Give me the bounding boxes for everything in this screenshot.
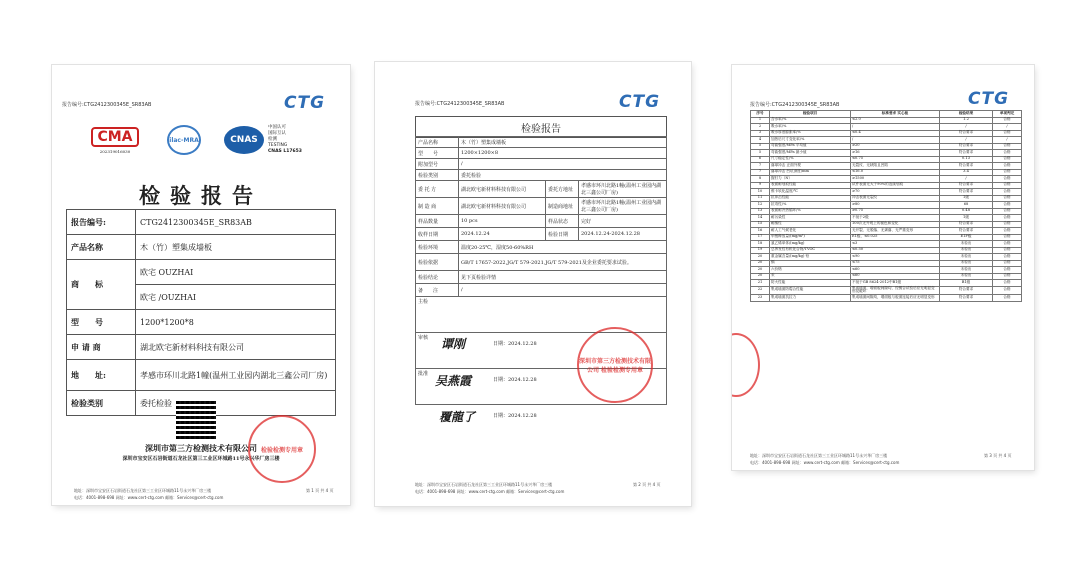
table-row: 14 耐污染性 不低于2级 1级 合格 <box>751 215 1022 222</box>
basic-info-table: 产品名称 木（竹）塑集成墙板 型 号 1200×1200×8 附加型号 / 检验类别 委托检验 委 托 方 湖北欧宅新材料科技有限公司 委托方地址 孝感市环川北路1幢(温州工业园内湖北三鑫公司厂房) 制 造 商 湖北欧宅新材料科技有限公司 制造商地址 孝感市环川北路1幢(温州工业园内湖北三鑫公司厂房) 样品数量 10 pcs 样品状态 完好 收样日期 2024.12.24 检验日期 2024.12.24-2024.12.28 检验环境 温度20-25℃，湿度50-60%RH 检验依据 GB/T 17657-2022,JG/T 579-2021,JG/T 579-2021及企业委托要求试验。 检验结论 见下页检验详情 备 注 / 主检 审核 批准 <box>415 136 667 405</box>
table-row: 1 含水率/% ≤2.0 1.2 合格 <box>751 117 1022 124</box>
approver-date: 日期：2024.12.28 <box>493 413 537 419</box>
table-row: 17 甲醛释放量/(mg/m³) E1级、≤0.025 E1F级 合格 <box>751 234 1022 241</box>
org-name: 深圳市第三方检测技术有限公司 <box>145 443 257 453</box>
org-address: 深圳市宝安区石岩街道石龙社区第三工业区环城路11号永兴华厂房三楼 <box>122 456 280 462</box>
page-title: 检验报告 <box>139 183 263 208</box>
main-inspector-signature: 谭刚 <box>441 337 466 351</box>
table-row: 9 表面耐划痕性能 试件表面无大于90%的连续划痕 符合要求 合格 <box>751 182 1022 189</box>
table-row: 23 集成墙面抗拉力 集成墙面间隙均，增面板与板面连接后应无明显变形 符合要求 合格 <box>751 295 1022 302</box>
footer-contact: 电话：4001-898-698 网址：www.cert-ctg.com 邮箱：Services@cert-ctg.com <box>74 495 224 500</box>
table-row: 20 镉 ≤75 未检出 合格 <box>751 260 1022 267</box>
table-row: 20 汞 ≤60 未检出 合格 <box>751 273 1022 280</box>
table-row: 4 加热后尺寸变化率/% / / / <box>751 137 1022 144</box>
inspection-seal: 深圳市第三方检测技术有限公司 检验检测专用章 <box>577 327 653 403</box>
page-title: 检验报告 <box>415 116 667 138</box>
footer-address: 地址：深圳市宝安区石岩街道石龙社区第三工业区环城路11号永兴华厂房三楼 <box>74 488 212 493</box>
report-page-2 <box>375 62 691 506</box>
partial-seal <box>732 333 760 397</box>
table-row: 5 弯曲强度/MPa 最小值 ≥16 符合要求 合格 <box>751 150 1022 157</box>
cnas-mark: CNAS 中国认可 国际互认 检测 TESTING CNAS L17653 <box>224 125 334 155</box>
page-number: 第 1 页 共 4 页 <box>306 488 334 493</box>
approver-signature: 覆龍了 <box>439 410 476 424</box>
report-number: 报告编号:CTG2412300345E_SR83AB <box>415 101 505 107</box>
ilac-mra-mark: ilac-MRA <box>162 125 206 155</box>
page-number: 第 2 页 共 4 页 <box>633 482 661 487</box>
ctg-logo: CTG <box>968 89 1010 109</box>
table-row: 13 表面耐冷热循环/% ≥0.75 0.48 合格 <box>751 208 1022 215</box>
table-row: 20 六价铬 ≤60 未检出 合格 <box>751 267 1022 274</box>
cover-info-table: 报告编号: CTG2412300345E_SR83AB 产品名称 木（竹）塑集成墙板 商 标 欧宅 OUZHAI 欧宅 /OUZHAI 型 号 1200*1200*8 申 请 商 湖北欧宅新材料科技有限公司 地 址: 孝感市环川北路1幢(温州工业园内湖北三鑫公司厂房) 检验类别 委托检验 <box>66 209 336 416</box>
footer-contact: 电话：4001-898-698 网址：www.cert-ctg.com 邮箱：Services@cert-ctg.com <box>415 489 565 494</box>
table-row: 11 抗冲击性能 冲击表面无裂纹 1级 合格 <box>751 195 1022 202</box>
test-results-table: 序号 检验项目 标准要求 实心板 检验结果 单项判定 1 含水率/% ≤2.0 1.2 合格 2 吸水率/% / / / 3 吸水厚度膨胀率/% ≤0.4 符合要求 合格 4 加热后尺寸变化率/% / / / 5 弯曲强度/MPa 平均值 ≥20 符合要求 合格 5 弯曲强度/MPa 最小值 ≥16 符合要求 合格 6 尺寸稳定性/% ≤0.75 0.13 合格 7 落球冲击 正面外观 无裂纹、无缺陷且凹陷 符合要求 合格 7 落球冲击 凹坑深度/mm ≤16.0 3.4 合格 8 握钉力（N） ≥1500 / 合格 9 表面耐划痕性能 试件表面无大于90%的连续划痕 符合要求 合格 10 维卡软化温度/℃ ≥70 符合要求 合格 11 抗冲击性能 冲击表面无裂纹 1级 合格 12 抗弯性/% ≥80 68 合格 13 表面耐冷热循环/% ≥0.75 0.48 合格 14 耐污染性 不低于2级 1级 合格 15 耐酸性 100次无外观上的褪色和变化 符合要求 合格 16 耐人工气候老化 无开裂、无脱落、无剥落、无严重变形 符合要求 合格 17 甲醛释放量/(mg/m³) E1级、≤0.025 E1F级 合格 18 氯乙烯单体/(mg/kg) ≤3 未检出 合格 19 总挥发性有机化合物/TVOC ≤0.50 未检出 合格 20 重金属含量/(mg/kg) 铅 ≤90 未检出 合格 20 镉 ≤75 未检出 合格 20 六价铬 ≤60 未检出 合格 20 汞 ≤60 未检出 合格 21 防火性能 不低于GB 8624-2012中B1级 B1级 合格 22 集成墙面防霉合性能 集成墙面，增面板间隙均，经镀合试验后应无明显变形及破坏 符合要求 合格 23 集成墙面抗拉力 集成墙面间隙均，增面板与板面连接后应无明显变形 符合要求 合格 <box>750 110 1022 302</box>
reviewer-signature: 吴燕霞 <box>435 374 472 388</box>
table-row: 8 握钉力（N） ≥1500 / 合格 <box>751 176 1022 183</box>
main-inspector-date: 日期：2024.12.28 <box>493 341 537 347</box>
page-number: 第 3 页 共 4 页 <box>984 453 1012 458</box>
report-number: 报告编号:CTG2412300345E_SR83AB <box>750 102 840 108</box>
footer-address: 地址：深圳市宝安区石岩街道石龙社区第三工业区环城路11号永兴华厂房三楼 <box>750 453 888 458</box>
table-row: 20 重金属含量/(mg/kg) 铅 ≤90 未检出 合格 <box>751 254 1022 261</box>
cma-mark: CMA 202319016030 <box>90 127 140 157</box>
ctg-logo: CTG <box>284 93 326 113</box>
table-row: 3 吸水厚度膨胀率/% ≤0.4 符合要求 合格 <box>751 130 1022 137</box>
table-row: 18 氯乙烯单体/(mg/kg) ≤3 未检出 合格 <box>751 241 1022 248</box>
table-row: 7 落球冲击 凹坑深度/mm ≤16.0 3.4 合格 <box>751 169 1022 176</box>
table-row: 21 防火性能 不低于GB 8624-2012中B1级 B1级 合格 <box>751 280 1022 287</box>
table-row: 2 吸水率/% / / / <box>751 124 1022 131</box>
table-row: 7 落球冲击 正面外观 无裂纹、无缺陷且凹陷 符合要求 合格 <box>751 163 1022 170</box>
report-page-3 <box>732 65 1034 470</box>
table-row: 22 集成墙面防霉合性能 集成墙面，增面板间隙均，经镀合试验后应无明显变形及破坏 符合要求 合格 <box>751 286 1022 295</box>
table-row: 10 维卡软化温度/℃ ≥70 符合要求 合格 <box>751 189 1022 196</box>
footer-contact: 电话：4001-898-698 网址：www.cert-ctg.com 邮箱：Services@cert-ctg.com <box>750 460 900 465</box>
footer-address: 地址：深圳市宝安区石岩街道石龙社区第三工业区环城路11号永兴华厂房三楼 <box>415 482 553 487</box>
table-row: 16 耐人工气候老化 无开裂、无脱落、无剥落、无严重变形 符合要求 合格 <box>751 228 1022 235</box>
table-row: 15 耐酸性 100次无外观上的褪色和变化 符合要求 合格 <box>751 221 1022 228</box>
ctg-logo: CTG <box>619 92 661 112</box>
report-page-1 <box>52 65 350 505</box>
table-row: 12 抗弯性/% ≥80 68 合格 <box>751 202 1022 209</box>
table-row: 19 总挥发性有机化合物/TVOC ≤0.50 未检出 合格 <box>751 247 1022 254</box>
inspection-seal: 检验检测专用章 <box>248 415 316 483</box>
table-row: 6 尺寸稳定性/% ≤0.75 0.13 合格 <box>751 156 1022 163</box>
qr-code <box>176 401 216 441</box>
report-number: 报告编号:CTG2412300345E_SR83AB <box>62 102 152 108</box>
table-row: 5 弯曲强度/MPa 平均值 ≥20 符合要求 合格 <box>751 143 1022 150</box>
reviewer-date: 日期：2024.12.28 <box>493 377 537 383</box>
